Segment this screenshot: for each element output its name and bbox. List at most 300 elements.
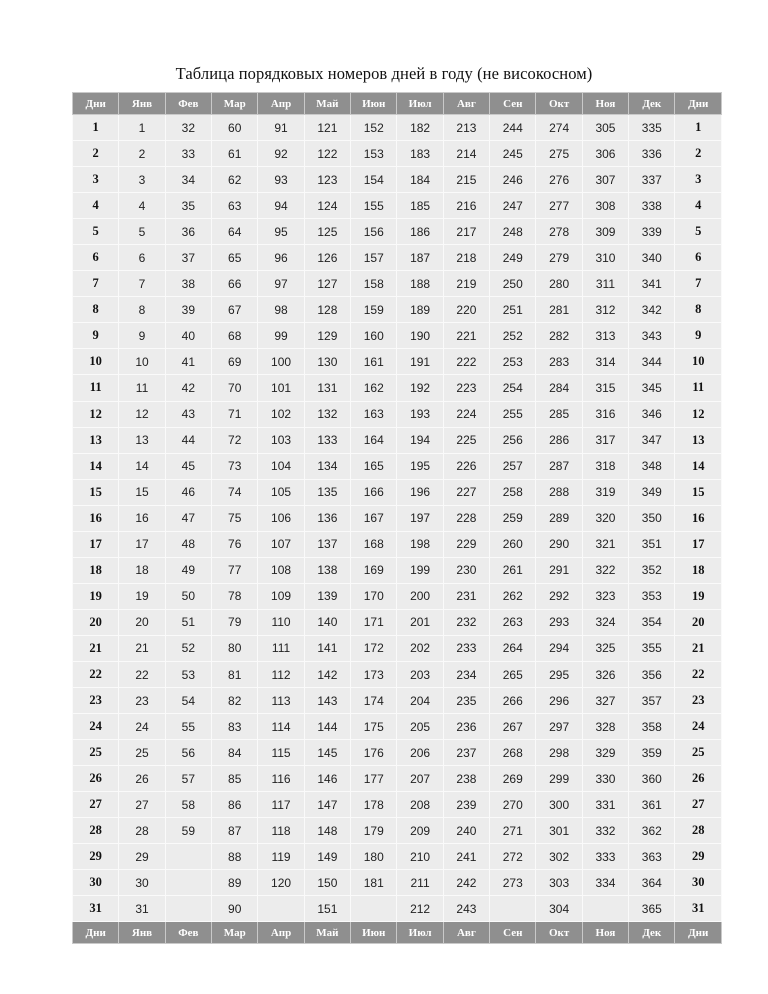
table-row xyxy=(73,531,722,557)
ordinal-cell: 347 xyxy=(629,427,675,453)
day-number-cell: 31 xyxy=(73,896,119,922)
table-row xyxy=(73,349,722,375)
ordinal-cell: 361 xyxy=(629,792,675,818)
ordinal-cell: 53 xyxy=(165,661,211,687)
ordinal-cell: 74 xyxy=(212,479,258,505)
day-number-cell: 16 xyxy=(675,505,722,531)
ordinal-cell: 97 xyxy=(258,271,304,297)
ordinal-cell: 50 xyxy=(165,583,211,609)
ordinal-cell: 322 xyxy=(582,557,628,583)
ordinal-cell: 344 xyxy=(629,349,675,375)
ordinal-cell: 148 xyxy=(304,818,350,844)
ordinal-cell: 216 xyxy=(443,193,489,219)
ordinal-cell: 127 xyxy=(304,271,350,297)
table-row xyxy=(73,115,722,141)
ordinal-cell: 278 xyxy=(536,219,582,245)
day-number-cell: 24 xyxy=(73,714,119,740)
ordinal-cell: 31 xyxy=(119,896,165,922)
ordinal-day-table-container xyxy=(72,92,722,944)
ordinal-cell: 311 xyxy=(582,271,628,297)
day-number-cell: 8 xyxy=(675,297,722,323)
ordinal-cell: 78 xyxy=(212,583,258,609)
ordinal-cell: 253 xyxy=(490,349,536,375)
ordinal-cell: 319 xyxy=(582,479,628,505)
ordinal-cell: 210 xyxy=(397,844,443,870)
column-header: Янв xyxy=(119,93,165,115)
ordinal-cell: 37 xyxy=(165,245,211,271)
ordinal-cell: 1 xyxy=(119,115,165,141)
ordinal-cell: 194 xyxy=(397,427,443,453)
ordinal-cell: 139 xyxy=(304,583,350,609)
ordinal-cell: 321 xyxy=(582,531,628,557)
table-row xyxy=(73,401,722,427)
ordinal-cell: 174 xyxy=(351,688,397,714)
ordinal-cell: 131 xyxy=(304,375,350,401)
ordinal-cell: 197 xyxy=(397,505,443,531)
ordinal-cell xyxy=(165,896,211,922)
ordinal-cell: 23 xyxy=(119,688,165,714)
ordinal-cell: 40 xyxy=(165,323,211,349)
ordinal-cell: 80 xyxy=(212,635,258,661)
ordinal-cell: 26 xyxy=(119,766,165,792)
ordinal-cell: 205 xyxy=(397,714,443,740)
ordinal-cell: 308 xyxy=(582,193,628,219)
column-header: Дни xyxy=(73,93,119,115)
ordinal-cell: 173 xyxy=(351,661,397,687)
ordinal-cell: 295 xyxy=(536,661,582,687)
ordinal-cell: 165 xyxy=(351,453,397,479)
ordinal-cell: 19 xyxy=(119,583,165,609)
ordinal-cell: 264 xyxy=(490,635,536,661)
table-row xyxy=(73,635,722,661)
ordinal-cell: 117 xyxy=(258,792,304,818)
ordinal-cell: 178 xyxy=(351,792,397,818)
ordinal-cell: 128 xyxy=(304,297,350,323)
ordinal-cell: 245 xyxy=(490,141,536,167)
ordinal-cell: 217 xyxy=(443,219,489,245)
ordinal-cell: 25 xyxy=(119,740,165,766)
ordinal-cell: 260 xyxy=(490,531,536,557)
ordinal-cell: 65 xyxy=(212,245,258,271)
day-number-cell: 9 xyxy=(675,323,722,349)
day-number-cell: 12 xyxy=(675,401,722,427)
ordinal-cell xyxy=(582,896,628,922)
day-number-cell: 11 xyxy=(73,375,119,401)
ordinal-cell: 38 xyxy=(165,271,211,297)
ordinal-cell: 33 xyxy=(165,141,211,167)
ordinal-cell: 284 xyxy=(536,375,582,401)
ordinal-cell: 45 xyxy=(165,453,211,479)
ordinal-cell: 316 xyxy=(582,401,628,427)
ordinal-cell: 233 xyxy=(443,635,489,661)
column-footer: Авг xyxy=(443,922,489,944)
ordinal-cell: 282 xyxy=(536,323,582,349)
day-number-cell: 18 xyxy=(675,557,722,583)
ordinal-cell: 16 xyxy=(119,505,165,531)
column-header: Май xyxy=(304,93,350,115)
day-number-cell: 30 xyxy=(675,870,722,896)
ordinal-cell: 182 xyxy=(397,115,443,141)
ordinal-cell: 59 xyxy=(165,818,211,844)
table-row xyxy=(73,818,722,844)
ordinal-cell: 115 xyxy=(258,740,304,766)
ordinal-cell: 229 xyxy=(443,531,489,557)
ordinal-cell: 124 xyxy=(304,193,350,219)
ordinal-cell: 157 xyxy=(351,245,397,271)
ordinal-cell: 116 xyxy=(258,766,304,792)
day-number-cell: 25 xyxy=(675,740,722,766)
ordinal-cell: 81 xyxy=(212,661,258,687)
ordinal-cell: 119 xyxy=(258,844,304,870)
ordinal-cell: 288 xyxy=(536,479,582,505)
ordinal-cell: 86 xyxy=(212,792,258,818)
day-number-cell: 29 xyxy=(675,844,722,870)
day-number-cell: 13 xyxy=(675,427,722,453)
ordinal-cell: 6 xyxy=(119,245,165,271)
ordinal-cell: 134 xyxy=(304,453,350,479)
ordinal-cell: 101 xyxy=(258,375,304,401)
ordinal-cell: 354 xyxy=(629,609,675,635)
ordinal-cell: 183 xyxy=(397,141,443,167)
ordinal-cell: 189 xyxy=(397,297,443,323)
ordinal-cell: 268 xyxy=(490,740,536,766)
ordinal-cell: 292 xyxy=(536,583,582,609)
ordinal-cell: 340 xyxy=(629,245,675,271)
ordinal-cell: 294 xyxy=(536,635,582,661)
ordinal-cell: 76 xyxy=(212,531,258,557)
day-number-cell: 1 xyxy=(73,115,119,141)
column-footer: Дек xyxy=(629,922,675,944)
day-number-cell: 11 xyxy=(675,375,722,401)
ordinal-cell: 250 xyxy=(490,271,536,297)
ordinal-cell: 102 xyxy=(258,401,304,427)
ordinal-cell: 285 xyxy=(536,401,582,427)
ordinal-cell xyxy=(258,896,304,922)
ordinal-cell: 20 xyxy=(119,609,165,635)
day-number-cell: 22 xyxy=(73,661,119,687)
day-number-cell: 3 xyxy=(73,167,119,193)
ordinal-cell: 105 xyxy=(258,479,304,505)
day-number-cell: 12 xyxy=(73,401,119,427)
ordinal-cell: 209 xyxy=(397,818,443,844)
day-number-cell: 19 xyxy=(675,583,722,609)
ordinal-cell: 103 xyxy=(258,427,304,453)
column-header: Дек xyxy=(629,93,675,115)
day-number-cell: 21 xyxy=(675,635,722,661)
ordinal-cell: 24 xyxy=(119,714,165,740)
ordinal-cell: 167 xyxy=(351,505,397,531)
ordinal-cell: 121 xyxy=(304,115,350,141)
ordinal-cell: 54 xyxy=(165,688,211,714)
ordinal-cell: 143 xyxy=(304,688,350,714)
ordinal-cell: 35 xyxy=(165,193,211,219)
ordinal-cell: 327 xyxy=(582,688,628,714)
ordinal-cell: 198 xyxy=(397,531,443,557)
ordinal-cell: 230 xyxy=(443,557,489,583)
ordinal-cell: 95 xyxy=(258,219,304,245)
table-row xyxy=(73,740,722,766)
ordinal-cell: 289 xyxy=(536,505,582,531)
column-footer: Фев xyxy=(165,922,211,944)
day-number-cell: 19 xyxy=(73,583,119,609)
day-number-cell: 16 xyxy=(73,505,119,531)
day-number-cell: 22 xyxy=(675,661,722,687)
ordinal-cell: 169 xyxy=(351,557,397,583)
ordinal-cell: 314 xyxy=(582,349,628,375)
day-number-cell: 28 xyxy=(675,818,722,844)
table-row xyxy=(73,688,722,714)
ordinal-cell: 355 xyxy=(629,635,675,661)
ordinal-cell: 155 xyxy=(351,193,397,219)
ordinal-cell: 46 xyxy=(165,479,211,505)
table-row xyxy=(73,896,722,922)
ordinal-cell: 162 xyxy=(351,375,397,401)
table-row xyxy=(73,661,722,687)
footer-row xyxy=(73,922,722,944)
table-row xyxy=(73,427,722,453)
ordinal-cell: 55 xyxy=(165,714,211,740)
day-number-cell: 27 xyxy=(675,792,722,818)
ordinal-cell: 90 xyxy=(212,896,258,922)
ordinal-cell: 68 xyxy=(212,323,258,349)
column-header: Июл xyxy=(397,93,443,115)
header-row xyxy=(73,93,722,115)
ordinal-cell: 14 xyxy=(119,453,165,479)
ordinal-cell: 11 xyxy=(119,375,165,401)
day-number-cell: 1 xyxy=(675,115,722,141)
ordinal-cell: 232 xyxy=(443,609,489,635)
day-number-cell: 23 xyxy=(675,688,722,714)
ordinal-cell: 88 xyxy=(212,844,258,870)
ordinal-cell: 158 xyxy=(351,271,397,297)
column-header: Дни xyxy=(675,93,722,115)
ordinal-cell: 337 xyxy=(629,167,675,193)
ordinal-cell: 208 xyxy=(397,792,443,818)
ordinal-cell: 300 xyxy=(536,792,582,818)
ordinal-cell: 142 xyxy=(304,661,350,687)
table-row xyxy=(73,323,722,349)
ordinal-cell: 112 xyxy=(258,661,304,687)
ordinal-cell: 303 xyxy=(536,870,582,896)
table-row xyxy=(73,193,722,219)
day-number-cell: 15 xyxy=(73,479,119,505)
ordinal-cell: 159 xyxy=(351,297,397,323)
ordinal-cell: 293 xyxy=(536,609,582,635)
day-number-cell: 6 xyxy=(73,245,119,271)
ordinal-cell: 267 xyxy=(490,714,536,740)
ordinal-cell: 258 xyxy=(490,479,536,505)
ordinal-cell: 104 xyxy=(258,453,304,479)
day-number-cell: 30 xyxy=(73,870,119,896)
ordinal-cell: 201 xyxy=(397,609,443,635)
column-header: Окт xyxy=(536,93,582,115)
day-number-cell: 2 xyxy=(675,141,722,167)
ordinal-cell: 333 xyxy=(582,844,628,870)
table-row xyxy=(73,167,722,193)
ordinal-cell: 360 xyxy=(629,766,675,792)
ordinal-cell: 254 xyxy=(490,375,536,401)
ordinal-cell: 63 xyxy=(212,193,258,219)
ordinal-cell: 149 xyxy=(304,844,350,870)
table-footer xyxy=(73,922,722,944)
ordinal-cell: 62 xyxy=(212,167,258,193)
ordinal-cell: 296 xyxy=(536,688,582,714)
ordinal-cell: 239 xyxy=(443,792,489,818)
ordinal-cell: 220 xyxy=(443,297,489,323)
ordinal-cell: 225 xyxy=(443,427,489,453)
ordinal-cell: 237 xyxy=(443,740,489,766)
column-footer: Окт xyxy=(536,922,582,944)
ordinal-cell: 199 xyxy=(397,557,443,583)
ordinal-cell: 108 xyxy=(258,557,304,583)
day-number-cell: 3 xyxy=(675,167,722,193)
ordinal-cell: 49 xyxy=(165,557,211,583)
ordinal-cell: 111 xyxy=(258,635,304,661)
ordinal-cell: 342 xyxy=(629,297,675,323)
ordinal-cell: 297 xyxy=(536,714,582,740)
ordinal-cell: 191 xyxy=(397,349,443,375)
column-header: Апр xyxy=(258,93,304,115)
ordinal-cell: 309 xyxy=(582,219,628,245)
ordinal-cell: 144 xyxy=(304,714,350,740)
page-title: Таблица порядковых номеров дней в году (не високосном) xyxy=(175,64,593,83)
ordinal-cell: 211 xyxy=(397,870,443,896)
ordinal-cell: 207 xyxy=(397,766,443,792)
ordinal-cell: 64 xyxy=(212,219,258,245)
ordinal-cell: 133 xyxy=(304,427,350,453)
ordinal-cell: 261 xyxy=(490,557,536,583)
ordinal-cell: 248 xyxy=(490,219,536,245)
ordinal-cell: 306 xyxy=(582,141,628,167)
ordinal-cell: 299 xyxy=(536,766,582,792)
column-header: Фев xyxy=(165,93,211,115)
ordinal-cell: 352 xyxy=(629,557,675,583)
ordinal-cell: 364 xyxy=(629,870,675,896)
ordinal-cell: 266 xyxy=(490,688,536,714)
ordinal-cell: 89 xyxy=(212,870,258,896)
ordinal-cell: 60 xyxy=(212,115,258,141)
ordinal-cell: 345 xyxy=(629,375,675,401)
ordinal-cell: 67 xyxy=(212,297,258,323)
ordinal-cell: 206 xyxy=(397,740,443,766)
ordinal-cell: 91 xyxy=(258,115,304,141)
column-footer: Янв xyxy=(119,922,165,944)
day-number-cell: 28 xyxy=(73,818,119,844)
table-row xyxy=(73,505,722,531)
ordinal-cell xyxy=(351,896,397,922)
column-footer: Июн xyxy=(351,922,397,944)
ordinal-cell: 82 xyxy=(212,688,258,714)
ordinal-cell: 262 xyxy=(490,583,536,609)
table-row xyxy=(73,792,722,818)
ordinal-cell: 196 xyxy=(397,479,443,505)
ordinal-cell: 324 xyxy=(582,609,628,635)
ordinal-cell: 156 xyxy=(351,219,397,245)
ordinal-cell: 238 xyxy=(443,766,489,792)
ordinal-cell: 177 xyxy=(351,766,397,792)
ordinal-cell: 276 xyxy=(536,167,582,193)
day-number-cell: 26 xyxy=(675,766,722,792)
day-number-cell: 13 xyxy=(73,427,119,453)
column-footer: Дни xyxy=(73,922,119,944)
ordinal-cell: 43 xyxy=(165,401,211,427)
ordinal-cell: 231 xyxy=(443,583,489,609)
ordinal-cell: 269 xyxy=(490,766,536,792)
ordinal-cell: 350 xyxy=(629,505,675,531)
ordinal-cell: 141 xyxy=(304,635,350,661)
ordinal-cell: 77 xyxy=(212,557,258,583)
ordinal-cell: 244 xyxy=(490,115,536,141)
ordinal-cell: 214 xyxy=(443,141,489,167)
ordinal-cell: 312 xyxy=(582,297,628,323)
ordinal-cell: 335 xyxy=(629,115,675,141)
table-row xyxy=(73,141,722,167)
ordinal-cell: 213 xyxy=(443,115,489,141)
ordinal-cell: 175 xyxy=(351,714,397,740)
ordinal-cell: 223 xyxy=(443,375,489,401)
ordinal-cell: 160 xyxy=(351,323,397,349)
ordinal-cell: 75 xyxy=(212,505,258,531)
ordinal-cell: 120 xyxy=(258,870,304,896)
table-row xyxy=(73,557,722,583)
ordinal-cell: 181 xyxy=(351,870,397,896)
ordinal-cell: 362 xyxy=(629,818,675,844)
column-footer: Дни xyxy=(675,922,722,944)
column-header: Сен xyxy=(490,93,536,115)
table-row xyxy=(73,583,722,609)
ordinal-cell: 21 xyxy=(119,635,165,661)
ordinal-cell: 171 xyxy=(351,609,397,635)
ordinal-cell: 186 xyxy=(397,219,443,245)
ordinal-cell: 193 xyxy=(397,401,443,427)
ordinal-cell: 252 xyxy=(490,323,536,349)
ordinal-cell: 336 xyxy=(629,141,675,167)
ordinal-cell: 318 xyxy=(582,453,628,479)
ordinal-cell: 100 xyxy=(258,349,304,375)
ordinal-cell: 334 xyxy=(582,870,628,896)
column-footer: Мар xyxy=(212,922,258,944)
ordinal-cell: 184 xyxy=(397,167,443,193)
column-header: Авг xyxy=(443,93,489,115)
ordinal-cell: 349 xyxy=(629,479,675,505)
ordinal-cell: 339 xyxy=(629,219,675,245)
column-footer: Сен xyxy=(490,922,536,944)
ordinal-cell: 310 xyxy=(582,245,628,271)
day-number-cell: 26 xyxy=(73,766,119,792)
ordinal-cell: 147 xyxy=(304,792,350,818)
table-row xyxy=(73,297,722,323)
ordinal-cell: 132 xyxy=(304,401,350,427)
ordinal-cell: 281 xyxy=(536,297,582,323)
ordinal-cell: 246 xyxy=(490,167,536,193)
ordinal-cell: 315 xyxy=(582,375,628,401)
day-number-cell: 31 xyxy=(675,896,722,922)
ordinal-cell: 34 xyxy=(165,167,211,193)
ordinal-cell: 109 xyxy=(258,583,304,609)
ordinal-cell: 28 xyxy=(119,818,165,844)
ordinal-cell: 151 xyxy=(304,896,350,922)
ordinal-cell: 79 xyxy=(212,609,258,635)
ordinal-cell: 323 xyxy=(582,583,628,609)
ordinal-cell: 365 xyxy=(629,896,675,922)
ordinal-cell: 249 xyxy=(490,245,536,271)
ordinal-cell: 22 xyxy=(119,661,165,687)
ordinal-cell: 129 xyxy=(304,323,350,349)
ordinal-cell: 71 xyxy=(212,401,258,427)
ordinal-cell: 247 xyxy=(490,193,536,219)
column-footer: Июл xyxy=(397,922,443,944)
ordinal-cell: 313 xyxy=(582,323,628,349)
